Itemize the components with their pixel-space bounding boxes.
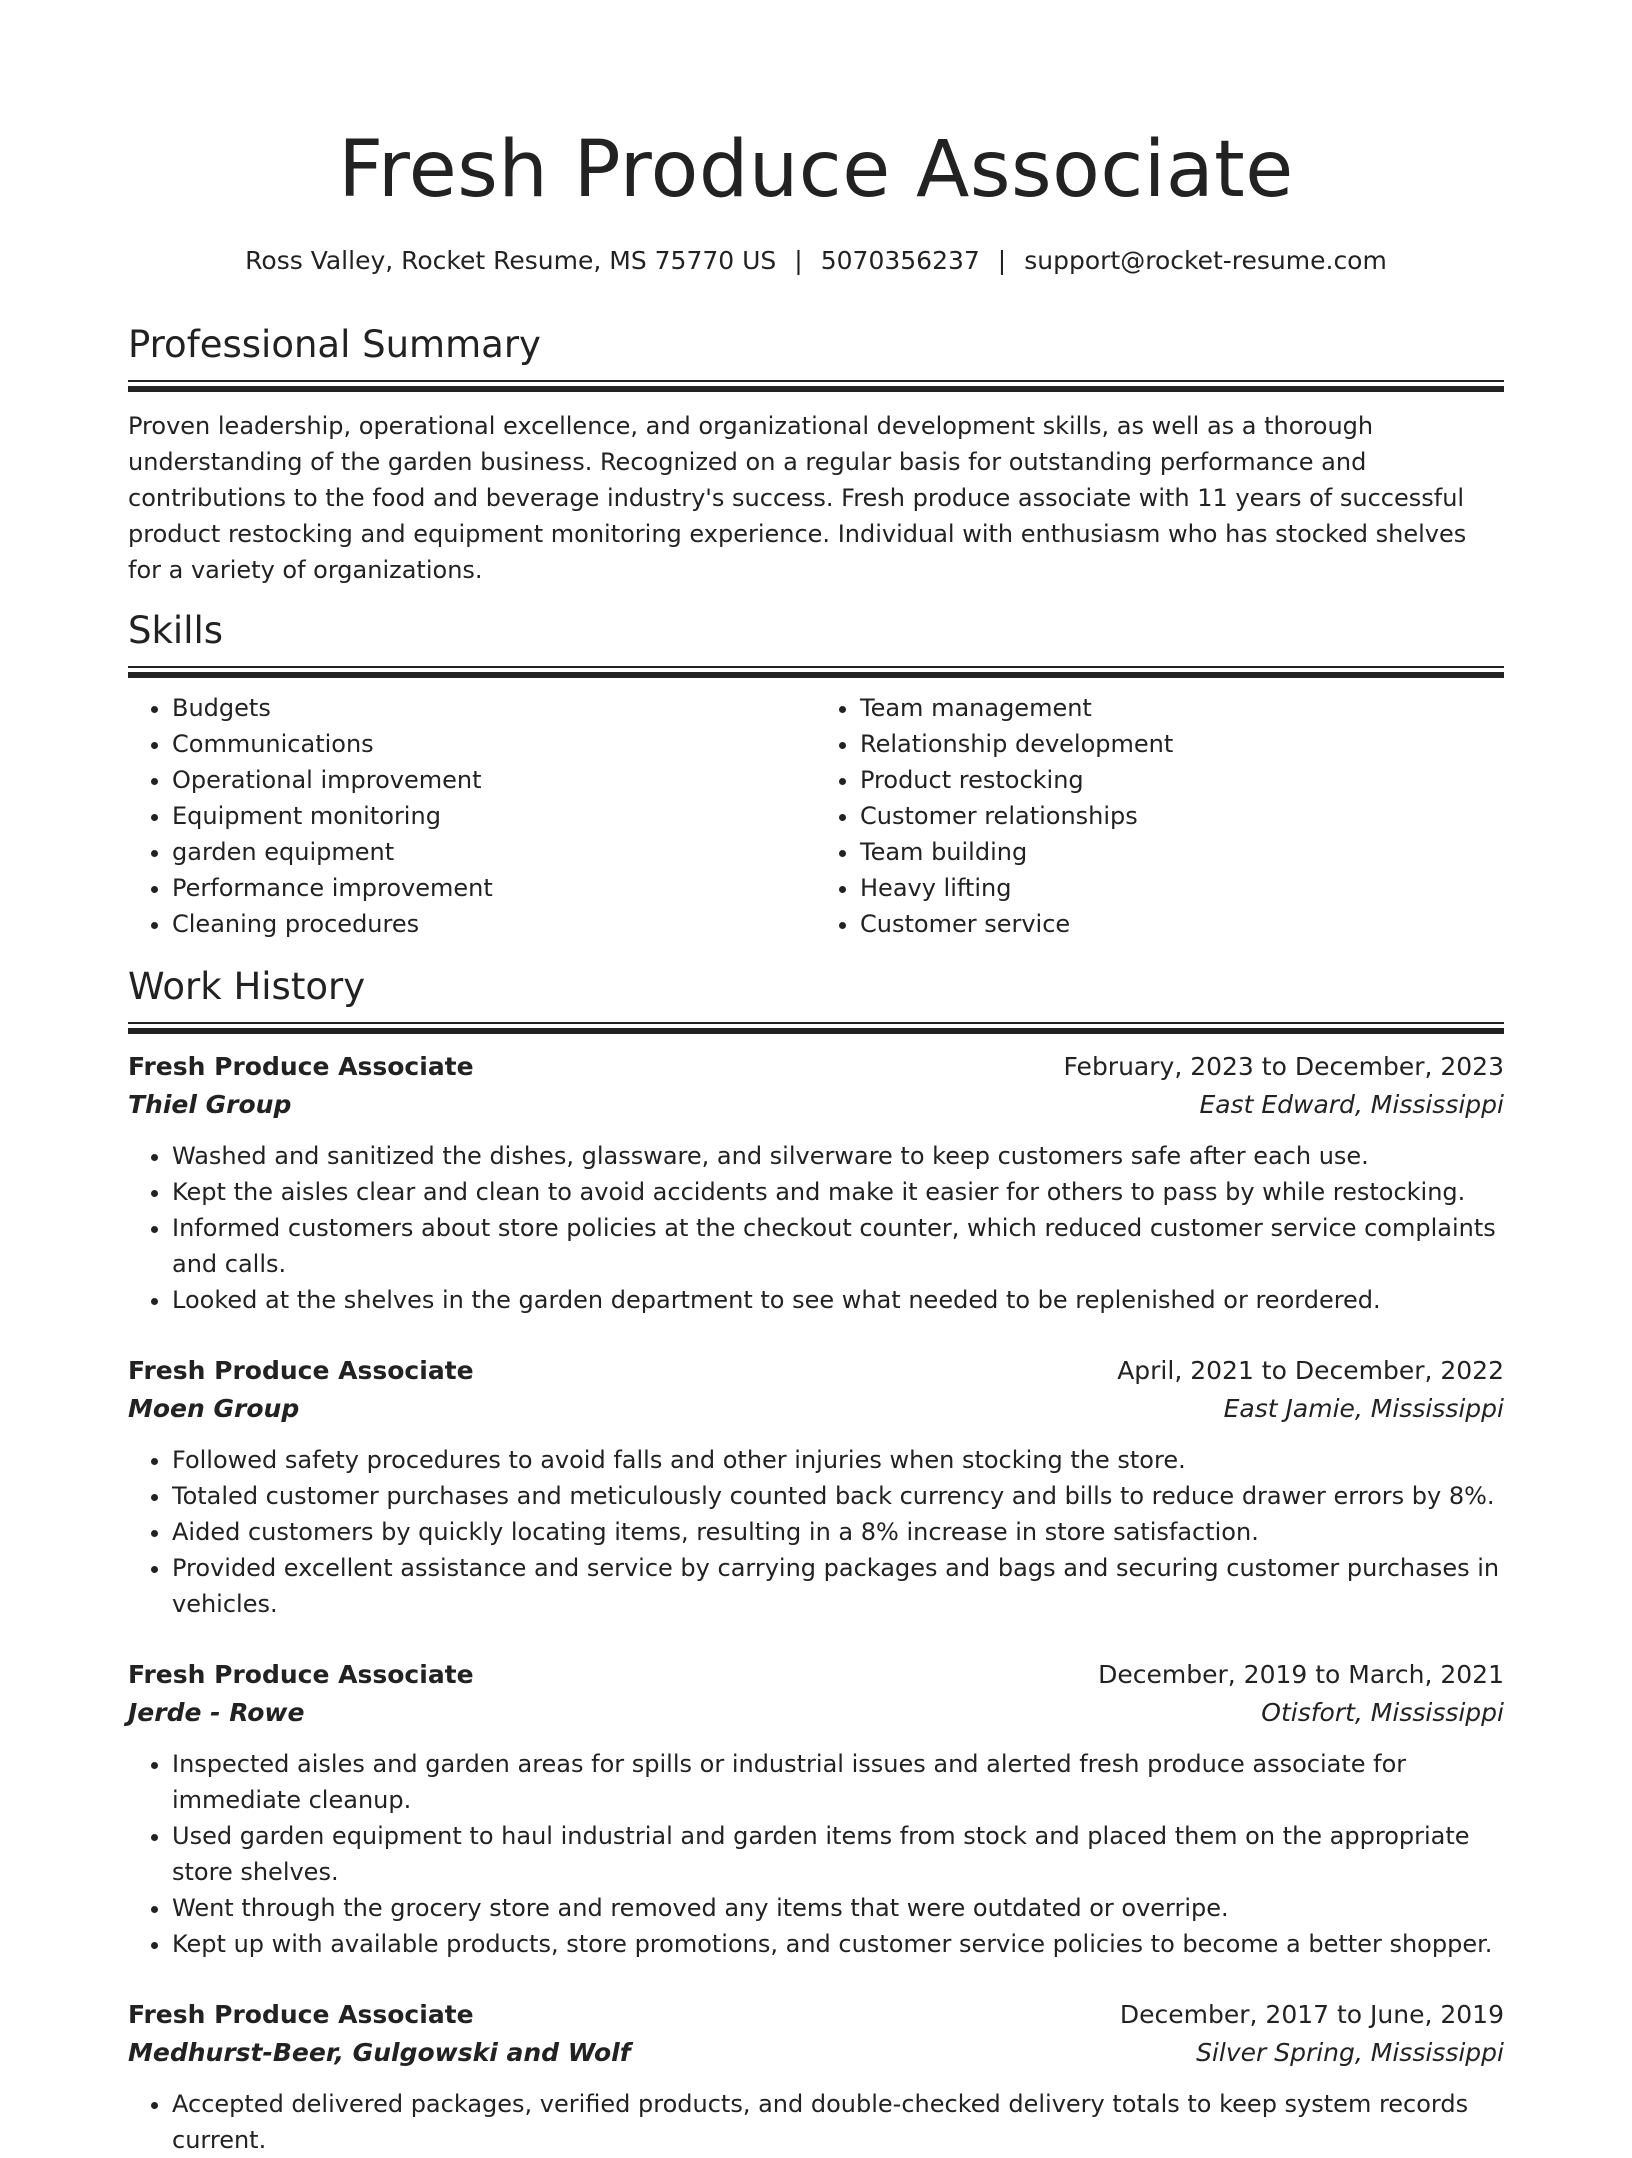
- job-header: [128, 1656, 1504, 1694]
- job-location: East Edward, Mississippi: [1199, 1090, 1504, 1119]
- skill-item: • Relationship development: [860, 726, 1504, 762]
- section-divider: [128, 380, 1504, 388]
- job-bullets: [128, 1746, 1504, 1962]
- job-bullet: • Accepted delivered packages, verified products, and double-checked delivery totals to keep system records current.: [172, 2086, 1504, 2158]
- skill-item: • Heavy lifting: [860, 870, 1504, 906]
- job-company: Moen Group: [128, 1394, 300, 1423]
- job-bullet: • Kept the aisles clear and clean to avoid accidents and make it easier for others to pass by while restocking.: [172, 1174, 1504, 1210]
- contact-line: [128, 244, 1504, 278]
- job-subheader: [128, 1694, 1504, 1732]
- jobs-list: [128, 1048, 1504, 2158]
- job-title: Fresh Produce Associate: [128, 1356, 474, 1385]
- skill-item: • Customer relationships: [860, 798, 1504, 834]
- separator: |: [794, 246, 803, 275]
- job-bullet: • Washed and sanitized the dishes, glassware, and silverware to keep customers safe after each use.: [172, 1138, 1504, 1174]
- skill-item: • Performance improvement: [172, 870, 816, 906]
- job-dates: February, 2023 to December, 2023: [1063, 1052, 1504, 1081]
- job-title: Fresh Produce Associate: [128, 1052, 474, 1081]
- job-bullet: • Aided customers by quickly locating items, resulting in a 8% increase in store satisfaction.: [172, 1514, 1504, 1550]
- job-header: [128, 1996, 1504, 2034]
- separator: |: [997, 246, 1007, 275]
- section-title-work-history: Work History: [128, 965, 366, 1008]
- summary-text: Proven leadership, operational excellence, and organizational development skills, as well as a thorough understanding of the garden business. Recognized on a regular basis for outstanding performance and contributions to the food and beverage industry's success. Fresh produce associate with 11 years of successful product restocking and equipment monitoring experience. Individual with enthusiasm who has stocked shelves for a variety of organizations.: [128, 412, 1467, 584]
- skill-item: • Customer service: [860, 906, 1504, 942]
- skill-item: • Team building: [860, 834, 1504, 870]
- section-divider: [128, 1022, 1504, 1030]
- page-title: Fresh Produce Associate: [338, 125, 1294, 215]
- job-dates: April, 2021 to December, 2022: [1117, 1356, 1504, 1385]
- skill-item: • Budgets: [172, 690, 816, 726]
- skills-list-right: [816, 690, 1504, 942]
- job-subheader: [128, 1390, 1504, 1428]
- job-entry: [128, 1996, 1504, 2158]
- job-location: East Jamie, Mississippi: [1223, 1394, 1504, 1423]
- job-company: Jerde - Rowe: [128, 1698, 305, 1727]
- job-bullet: • Inspected aisles and garden areas for spills or industrial issues and alerted fresh produce associate for immediate cleanup.: [172, 1746, 1504, 1818]
- skill-item: • Operational improvement: [172, 762, 816, 798]
- section-title-skills: Skills: [128, 609, 224, 652]
- email-link[interactable]: support@rocket-resume.com: [1024, 246, 1387, 275]
- job-bullet: • Totaled customer purchases and meticulously counted back currency and bills to reduce drawer errors by 8%.: [172, 1478, 1504, 1514]
- job-bullet: • Kept up with available products, store promotions, and customer service policies to become a better shopper.: [172, 1926, 1504, 1962]
- phone-text: 5070356237: [820, 246, 980, 275]
- job-bullets: [128, 1442, 1504, 1622]
- job-bullet: • Informed customers about store policies at the checkout counter, which reduced customer service complaints and calls.: [172, 1210, 1504, 1282]
- skill-item: • Product restocking: [860, 762, 1504, 798]
- skills-section: [128, 608, 1504, 942]
- job-header: [128, 1048, 1504, 1086]
- job-subheader: [128, 1086, 1504, 1124]
- job-bullet: • Provided excellent assistance and service by carrying packages and bags and securing customer purchases in vehicles.: [172, 1550, 1504, 1622]
- job-company: Medhurst-Beer, Gulgowski and Wolf: [128, 2038, 631, 2067]
- section-divider: [128, 666, 1504, 674]
- skill-item: • garden equipment: [172, 834, 816, 870]
- job-dates: December, 2019 to March, 2021: [1098, 1660, 1504, 1689]
- job-entry: [128, 1048, 1504, 1318]
- job-bullet: • Followed safety procedures to avoid falls and other injuries when stocking the store.: [172, 1442, 1504, 1478]
- job-company: Thiel Group: [128, 1090, 292, 1119]
- job-title: Fresh Produce Associate: [128, 2000, 474, 2029]
- summary-section: [128, 322, 1504, 588]
- skill-item: • Cleaning procedures: [172, 906, 816, 942]
- job-entry: [128, 1352, 1504, 1622]
- skill-item: • Equipment monitoring: [172, 798, 816, 834]
- job-bullet: • Went through the grocery store and removed any items that were outdated or overripe.: [172, 1890, 1504, 1926]
- address-text: Ross Valley, Rocket Resume, MS 75770 US: [245, 246, 777, 275]
- job-bullets: [128, 2086, 1504, 2158]
- job-bullet: • Looked at the shelves in the garden department to see what needed to be replenished or reordered.: [172, 1282, 1504, 1318]
- job-dates: December, 2017 to June, 2019: [1119, 2000, 1504, 2029]
- skills-columns: [128, 690, 1504, 942]
- job-header: [128, 1352, 1504, 1390]
- job-title: Fresh Produce Associate: [128, 1660, 474, 1689]
- skill-item: • Team management: [860, 690, 1504, 726]
- skill-item: • Communications: [172, 726, 816, 762]
- job-subheader: [128, 2034, 1504, 2072]
- job-entry: [128, 1656, 1504, 1962]
- job-location: Silver Spring, Mississippi: [1196, 2038, 1504, 2067]
- section-title-summary: Professional Summary: [128, 323, 541, 366]
- job-location: Otisfort, Mississippi: [1261, 1698, 1504, 1727]
- job-bullet: • Used garden equipment to haul industrial and garden items from stock and placed them on the appropriate store shelves.: [172, 1818, 1504, 1890]
- skills-list-left: [128, 690, 816, 942]
- work-history-section: [128, 964, 1504, 2158]
- job-bullets: [128, 1138, 1504, 1318]
